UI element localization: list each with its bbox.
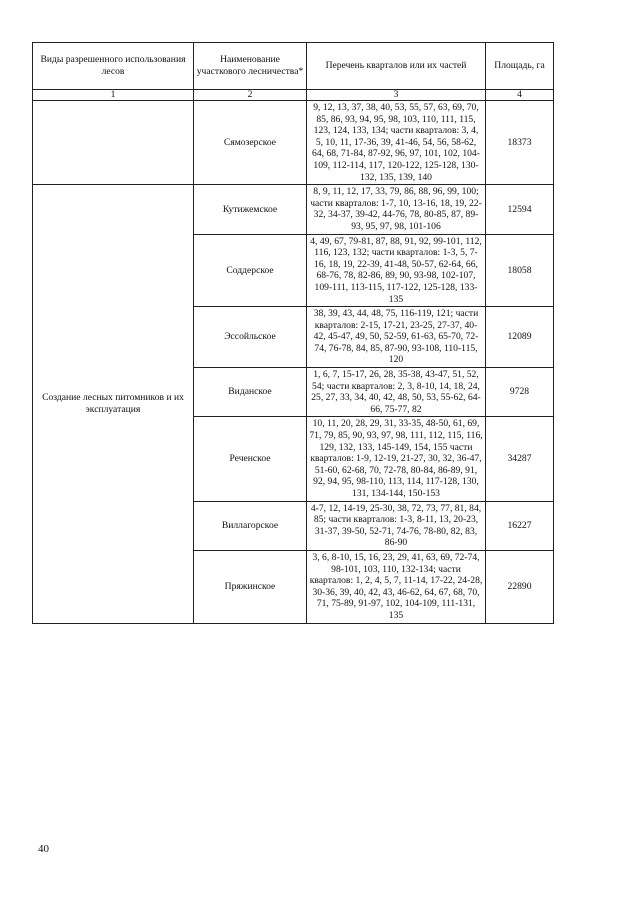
- area-cell: 22890: [486, 550, 554, 623]
- header-use-type: Виды разрешенного использования лесов: [33, 43, 194, 90]
- area-cell: 9728: [486, 368, 554, 417]
- header-area: Площадь, га: [486, 43, 554, 90]
- area-cell: 18058: [486, 234, 554, 307]
- forestry-cell: Сямозерское: [194, 101, 307, 185]
- header-row: [33, 43, 554, 90]
- forestry-cell: Реченское: [194, 417, 307, 501]
- area-cell: 16227: [486, 501, 554, 550]
- quarters-cell: 3, 6, 8-10, 15, 16, 23, 29, 41, 63, 69, 72-74, 98-101, 103, 110, 132-134; части кварталов: 1, 2, 4, 5, 7, 11-14, 17-22, 24-28, 30-36, 39, 40, 42, 43, 46-62, 64, 67, 68, 70, 71, 75-89, 91-97, 102, 104-109, 111-131, 135: [307, 550, 486, 623]
- quarters-cell: 10, 11, 20, 28, 29, 31, 33-35, 48-50, 61, 69, 71, 79, 85, 90, 93, 97, 98, 111, 112, 115, 116, 129, 132, 133, 145-149, 154, 155 части кварталов: 1-9, 12-19, 21-27, 30, 32, 36-47, 51-60, 62-68, 70, 72-78, 80-84, 86-89, 91, 92, 94, 95, 98-110, 113, 114, 117-128, 130, 131, 134-144, 150-153: [307, 417, 486, 501]
- use-type-cell: Создание лесных питомников и их эксплуатация: [33, 185, 194, 623]
- column-number: 4: [486, 90, 554, 101]
- column-number: 1: [33, 90, 194, 101]
- forestry-table: [32, 42, 554, 624]
- table-row: [33, 101, 554, 185]
- forestry-cell: Соддерское: [194, 234, 307, 307]
- quarters-cell: 9, 12, 13, 37, 38, 40, 53, 55, 57, 63, 69, 70, 85, 86, 93, 94, 95, 98, 103, 110, 111, 115, 123, 124, 133, 134; части кварталов: 3, 4, 5, 10, 11, 17-36, 39, 41-46, 54, 56, 58-62, 64, 68, 71-84, 87-92, 96, 97, 101, 102, 104-109, 112-114, 117, 120-122, 125-128, 130-132, 135, 139, 140: [307, 101, 486, 185]
- area-cell: 12594: [486, 185, 554, 234]
- area-cell: 34287: [486, 417, 554, 501]
- quarters-cell: 1, 6, 7, 15-17, 26, 28, 35-38, 43-47, 51, 52, 54; части кварталов: 2, 3, 8-10, 14, 18, 24, 25, 27, 33, 34, 40, 42, 48, 50, 53, 55-62, 64-66, 75-77, 82: [307, 368, 486, 417]
- header-forestry: Наименование участкового лесничества*: [194, 43, 307, 90]
- forestry-cell: Кутижемское: [194, 185, 307, 234]
- forestry-cell: Пряжинское: [194, 550, 307, 623]
- use-type-cell-empty: [33, 101, 194, 185]
- quarters-cell: 4, 49, 67, 79-81, 87, 88, 91, 92, 99-101, 112, 116, 123, 132; части кварталов: 1-3, 5, 7-16, 18, 19, 22-39, 41-48, 50-57, 62-64, 66, 68-76, 78, 82-86, 89, 90, 93-98, 102-107, 109-111, 113-115, 117-122, 125-128, 133-135: [307, 234, 486, 307]
- table-row: [33, 185, 554, 234]
- area-cell: 12089: [486, 307, 554, 368]
- forestry-cell: Виданское: [194, 368, 307, 417]
- column-number: 3: [307, 90, 486, 101]
- column-number-row: [33, 90, 554, 101]
- column-number: 2: [194, 90, 307, 101]
- quarters-cell: 38, 39, 43, 44, 48, 75, 116-119, 121; части кварталов: 2-15, 17-21, 23-25, 27-37, 40-42, 45-47, 49, 50, 52-59, 61-63, 65-70, 72-74, 76-78, 84, 85, 87-90, 93-108, 110-115, 120: [307, 307, 486, 368]
- header-quarters: Перечень кварталов или их частей: [307, 43, 486, 90]
- area-cell: 18373: [486, 101, 554, 185]
- quarters-cell: 8, 9, 11, 12, 17, 33, 79, 86, 88, 96, 99, 100; части кварталов: 1-7, 10, 13-16, 18, 19, 22-32, 34-37, 39-42, 44-76, 78, 80-85, 87, 89-93, 95, 97, 98, 101-106: [307, 185, 486, 234]
- forestry-cell: Эссойльское: [194, 307, 307, 368]
- quarters-cell: 4-7, 12, 14-19, 25-30, 38, 72, 73, 77, 81, 84, 85; части кварталов: 1-3, 8-11, 13, 20-23, 31-37, 39-50, 52-71, 74-76, 78-80, 82, 83, 86-90: [307, 501, 486, 550]
- forestry-cell: Виллагорское: [194, 501, 307, 550]
- page-number: 40: [38, 843, 49, 855]
